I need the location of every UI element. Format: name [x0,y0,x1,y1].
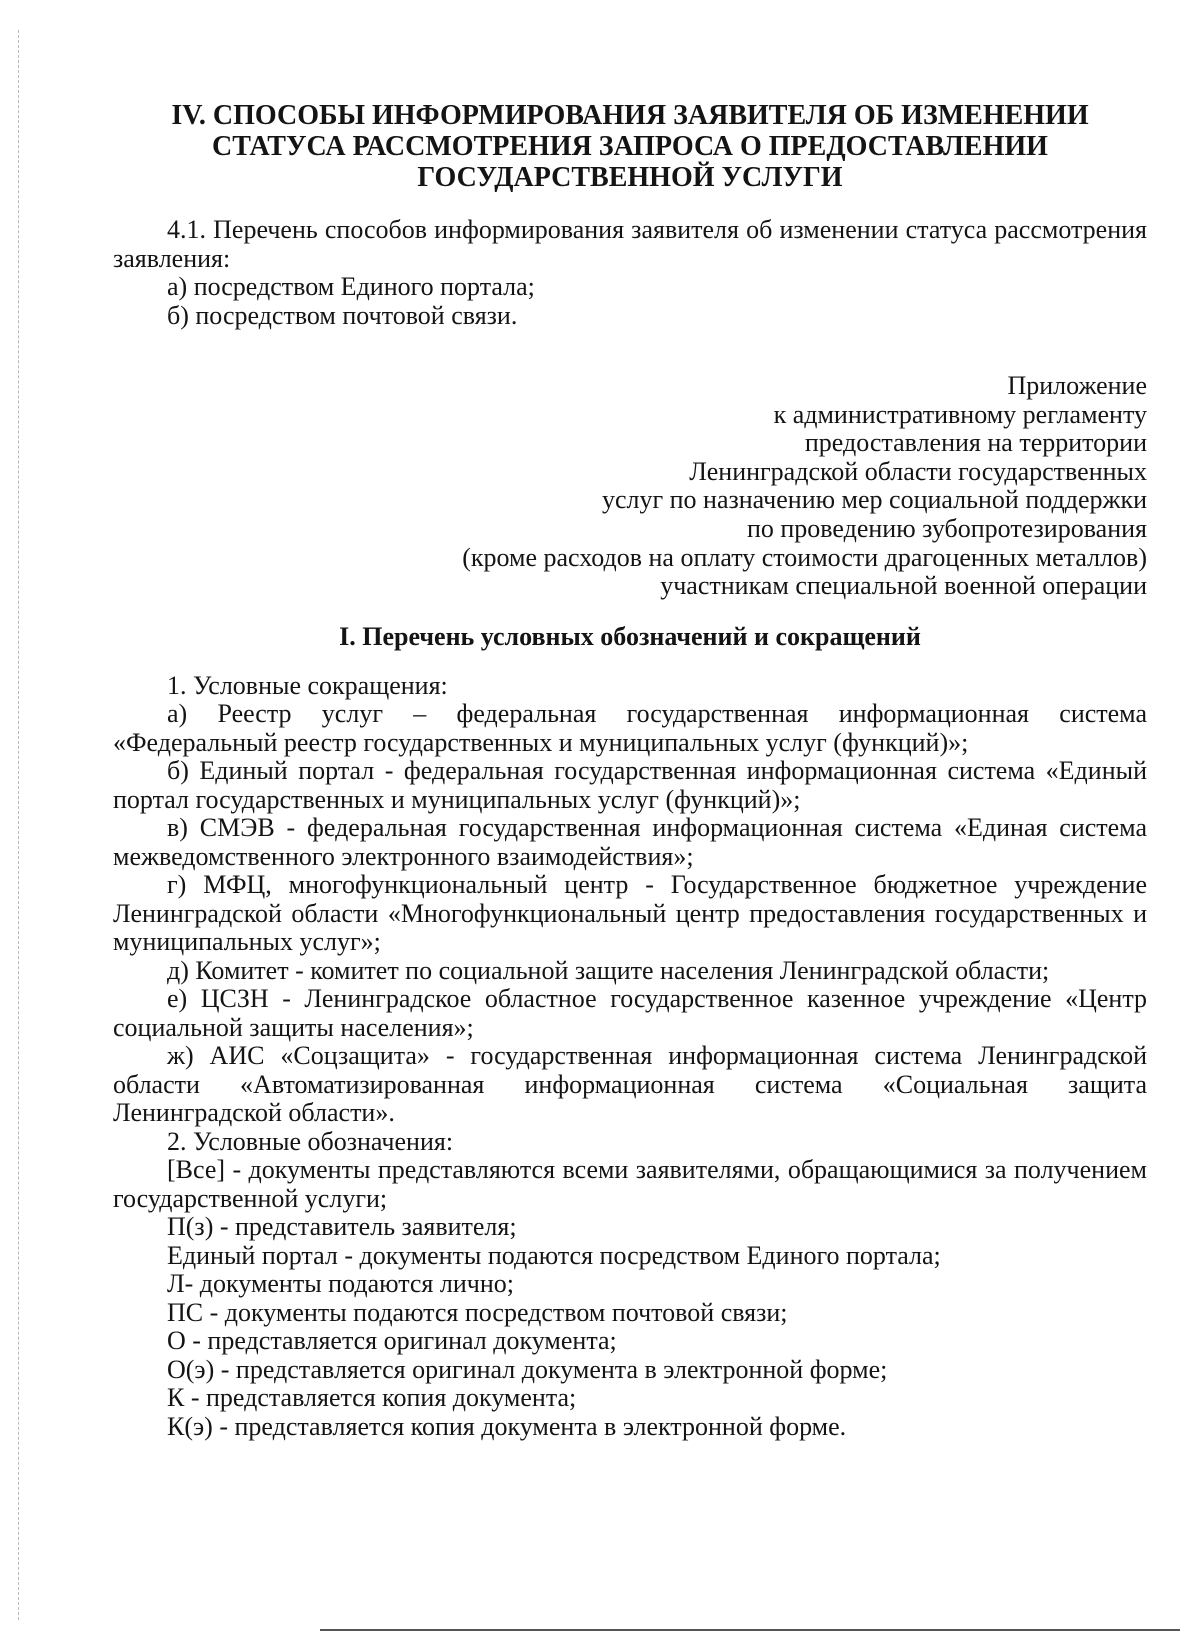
appendix-line: предоставления на территории [804,428,1147,458]
symbols-title: 2. Условные обозначения: [167,1126,454,1156]
symbol-item: О(э) - представляется оригинал документа в электронной форме; [167,1354,888,1384]
symbol-item: Л- документы подаются лично; [167,1269,514,1299]
spacer [113,193,1147,216]
appendix-line: к административному регламенту [773,399,1147,429]
abbreviation-item: е) ЦСЗН - Ленинградское областное государственное казенное учреждение «Центр социальной защиты населения»; [113,984,1147,1042]
appendix-line: участникам специальной военной операции [660,571,1147,601]
abbreviation-item: ж) АИС «Соцзащита» - государственная информационная система Ленинградской области «Автоматизированная информационная система «Социальная защита Ленинградской области». [113,1041,1147,1128]
section-i-heading: I. Перечень условных обозначений и сокращений [339,621,921,651]
document-body [113,100,1147,1441]
appendix-line: Ленинградской области государственных [689,456,1147,486]
section-iv-heading-line: IV. СПОСОБЫ ИНФОРМИРОВАНИЯ ЗАЯВИТЕЛЯ ОБ ИЗМЕНЕНИИ [171,100,1089,131]
symbol-item: П(з) - представитель заявителя; [167,1212,517,1242]
appendix-line: по проведению зубопротезирования [746,513,1147,543]
symbol-item: Единый портал - документы подаются посредством Единого портала; [167,1240,941,1270]
appendix-line: Приложение [1007,371,1147,400]
section-iv-heading [113,100,1147,193]
item-4-1-b: б) посредством почтовой связи. [167,300,518,330]
abbreviation-item: в) СМЭВ - федеральная государственная информационная система «Единая система межведомственного электронного взаимодействия»; [113,813,1147,871]
item-4-1-a: а) посредством Единого портала; [167,272,535,301]
abbreviation-item: д) Комитет - комитет по социальной защите населения Ленинградской области; [167,955,1050,985]
symbol-item: ПС - документы подаются посредством почтовой связи; [167,1297,788,1327]
symbol-item: К(э) - представляется копия документа в электронной форме. [167,1411,847,1441]
abbreviation-item: а) Реестр услуг – федеральная государственная информационная система «Федеральный реестр государственных и муниципальных услуг (функций)»; [113,699,1147,757]
item-4-1: 4.1. Перечень способов информирования заявителя об изменении статуса рассмотрения заявления: [113,215,1147,273]
scan-bottom-line [320,1629,1180,1631]
appendix-line: услуг по назначению мер социальной поддержки [601,485,1147,515]
appendix-block [113,372,1147,601]
section-iv-heading-line: СТАТУСА РАССМОТРЕНИЯ ЗАПРОСА О ПРЕДОСТАВЛЕНИИ [212,131,1048,162]
section-iv-heading-line: ГОСУДАРСТВЕННОЙ УСЛУГИ [417,162,843,193]
symbol-item: К - представляется копия документа; [167,1383,577,1413]
abbreviation-item: б) Единый портал - федеральная государственная информационная система «Единый портал государственных и муниципальных услуг (функций)»; [113,756,1147,814]
symbol-item: О - представляется оригинал документа; [167,1326,617,1356]
abbreviations-title: 1. Условные сокращения: [167,670,448,700]
abbreviation-item: г) МФЦ, многофункциональный центр - Государственное бюджетное учреждение Ленинградской области «Многофункциональный центр предоставления государственных и муниципальных услуг»; [113,870,1147,957]
scan-edge-line [18,30,19,1620]
appendix-line: (кроме расходов на оплату стоимости драгоценных металлов) [462,542,1147,572]
symbol-item: [Все] - документы представляются всеми заявителями, обращающимися за получением государственной услуги; [113,1155,1147,1213]
